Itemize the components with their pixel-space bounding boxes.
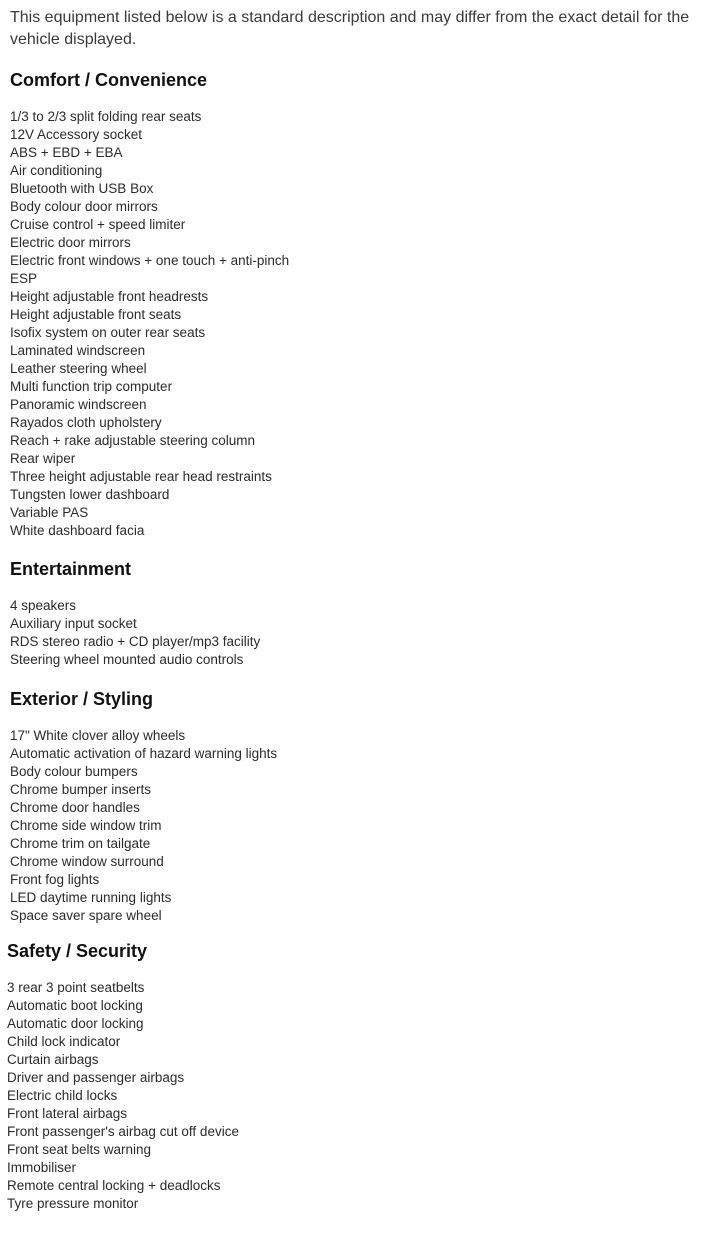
equipment-item: LED daytime running lights bbox=[10, 890, 172, 905]
equipment-item: Space saver spare wheel bbox=[10, 908, 162, 923]
equipment-item: Child lock indicator bbox=[7, 1034, 121, 1049]
equipment-item: Cruise control + speed limiter bbox=[10, 217, 186, 232]
equipment-item: Curtain airbags bbox=[7, 1052, 99, 1067]
equipment-item: Height adjustable front headrests bbox=[10, 289, 209, 304]
equipment-item: RDS stereo radio + CD player/mp3 facility bbox=[10, 634, 261, 649]
equipment-item: Panoramic windscreen bbox=[10, 397, 147, 412]
equipment-item: 4 speakers bbox=[10, 598, 77, 613]
equipment-list bbox=[10, 108, 289, 540]
equipment-item: Electric child locks bbox=[7, 1088, 118, 1103]
section-title: Comfort / Convenience bbox=[10, 70, 208, 90]
equipment-item: ESP bbox=[10, 271, 38, 286]
equipment-item: Remote central locking + deadlocks bbox=[7, 1178, 221, 1193]
equipment-item: Electric front windows + one touch + anti-pinch bbox=[10, 253, 290, 268]
equipment-item: Chrome bumper inserts bbox=[10, 782, 152, 797]
section-safety-security bbox=[7, 940, 239, 1213]
equipment-item: Multi function trip computer bbox=[10, 379, 173, 394]
equipment-item: Tyre pressure monitor bbox=[7, 1196, 139, 1211]
equipment-item: Chrome side window trim bbox=[10, 818, 162, 833]
equipment-item: Variable PAS bbox=[10, 505, 89, 520]
intro-text: This equipment listed below is a standard description and may differ from the exact detail for the vehicle displayed. bbox=[10, 9, 690, 48]
equipment-item: 3 rear 3 point seatbelts bbox=[7, 980, 145, 995]
equipment-item: Body colour bumpers bbox=[10, 764, 138, 779]
equipment-item: ABS + EBD + EBA bbox=[10, 145, 123, 160]
section-title: Entertainment bbox=[10, 559, 132, 579]
equipment-item: Laminated windscreen bbox=[10, 343, 146, 358]
equipment-item: Front fog lights bbox=[10, 872, 100, 887]
equipment-item: 17" White clover alloy wheels bbox=[10, 728, 186, 743]
equipment-item: Isofix system on outer rear seats bbox=[10, 325, 206, 340]
equipment-item: Auxiliary input socket bbox=[10, 616, 137, 631]
equipment-item: Immobiliser bbox=[7, 1160, 77, 1175]
equipment-list bbox=[7, 979, 239, 1213]
equipment-item: Tungsten lower dashboard bbox=[10, 487, 170, 502]
section-entertainment bbox=[10, 558, 260, 669]
equipment-item: Rayados cloth upholstery bbox=[10, 415, 162, 430]
equipment-item: Air conditioning bbox=[10, 163, 103, 178]
equipment-item: Front passenger's airbag cut off device bbox=[7, 1124, 239, 1139]
equipment-list bbox=[10, 727, 277, 925]
equipment-item: Automatic boot locking bbox=[7, 998, 143, 1013]
equipment-item: 12V Accessory socket bbox=[10, 127, 143, 142]
section-exterior-styling bbox=[10, 688, 277, 925]
equipment-item: Bluetooth with USB Box bbox=[10, 181, 154, 196]
equipment-item: Chrome trim on tailgate bbox=[10, 836, 151, 851]
equipment-item: Automatic door locking bbox=[7, 1016, 144, 1031]
equipment-item: Leather steering wheel bbox=[10, 361, 147, 376]
equipment-item: Chrome window surround bbox=[10, 854, 164, 869]
equipment-item: Height adjustable front seats bbox=[10, 307, 182, 322]
section-comfort-convenience bbox=[10, 69, 289, 540]
equipment-item: Rear wiper bbox=[10, 451, 76, 466]
equipment-item: Front lateral airbags bbox=[7, 1106, 128, 1121]
section-title: Safety / Security bbox=[7, 941, 148, 961]
section-title: Exterior / Styling bbox=[10, 689, 154, 709]
equipment-item: Electric door mirrors bbox=[10, 235, 131, 250]
equipment-item: White dashboard facia bbox=[10, 523, 145, 538]
equipment-item: Three height adjustable rear head restraints bbox=[10, 469, 272, 484]
equipment-item: Front seat belts warning bbox=[7, 1142, 152, 1157]
equipment-item: Automatic activation of hazard warning lights bbox=[10, 746, 278, 761]
equipment-item: Steering wheel mounted audio controls bbox=[10, 652, 244, 667]
equipment-item: Reach + rake adjustable steering column bbox=[10, 433, 256, 448]
equipment-list bbox=[10, 597, 260, 669]
equipment-item: Body colour door mirrors bbox=[10, 199, 158, 214]
equipment-item: Driver and passenger airbags bbox=[7, 1070, 185, 1085]
equipment-item: 1/3 to 2/3 split folding rear seats bbox=[10, 109, 202, 124]
equipment-item: Chrome door handles bbox=[10, 800, 140, 815]
